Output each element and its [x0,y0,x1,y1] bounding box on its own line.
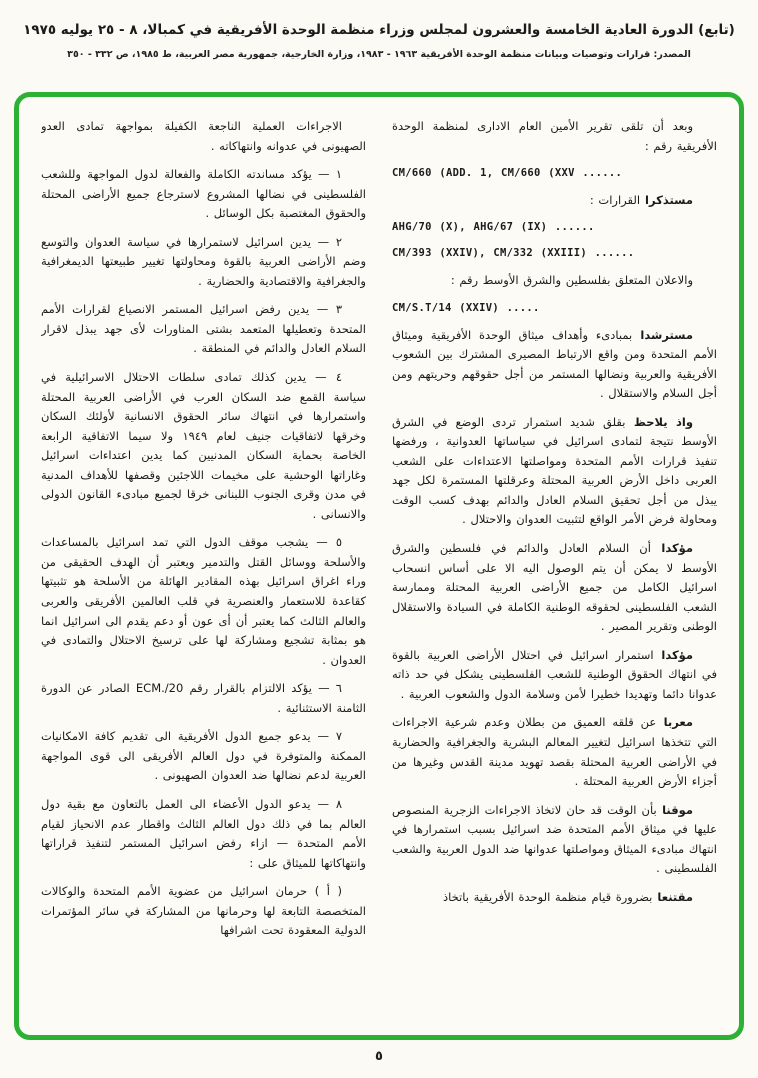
paragraph: مؤكدا استمرار اسرائيل في احتلال الأراضى العربية بالقوة في انتهاك الحقوق الوطنية للشعب الفلسطينى يشكل في حد ذاته عدوانا دائما وتهديدا خطيرا لأمن وسلامة الدول والشعوب العربية . [392,647,717,701]
paragraph-lead-word: مقتنعا [652,889,693,904]
paragraph-lead-word: موقنا [656,802,693,817]
paragraph: ٢ — يدين اسرائيل لاستمرارها في سياسة العدوان والتوسع وضم الأراضى العربية بالقوة ومحاولتها تغيير طبيعتها الديمغرافية والجغرافية والاقتصادية والحضارية . [41,234,366,288]
paragraph-lead-word: مؤكدا [650,541,693,556]
paragraph-lead-word: واذ يلاحظ [625,414,693,429]
reference-line: CM/393 (XXIV), CM/332 (XXIII) ...... [392,247,635,260]
page-number: ٥ [375,1049,383,1064]
paragraph: ٦ — يؤكد الالتزام بالقرار رقم ECM./20 الصادر عن الدورة الثامنة الاستثنائية . [41,681,366,715]
reference-line: AHG/70 (X), AHG/67 (IX) ...... [392,221,595,234]
paragraph: مؤكدا أن السلام العادل والدائم في فلسطين والشرق الأوسط لا يمكن أن يتم الوصول اليه الا على أساس انسحاب اسرائيل الكامل من جميع الأراضى العربية المحتلة وممارسة الشعب الفلسطينى لحقوقه الوطنية الكاملة في السيادة والاستقلال الوطنى وتقرير المصير . [392,541,717,634]
paragraph-lead-word: معربا [656,715,694,730]
paragraph: مستذكرا القرارات : [589,192,693,207]
paragraph: الاجراءات العملية الناجعة الكفيلة بمواجهة تمادى العدو الصهيونى في عدوانه وانتهاكاته . [41,119,366,153]
reference-line: CM/S.T/14 (XXIV) ..... [392,301,540,314]
paragraph-lead-word: مؤكدا [653,647,694,662]
paragraph: ٧ — يدعو جميع الدول الأفريقية الى تقديم كافة الامكانيات الممكنة والمتوفرة في دول العالم الأفريقى الى قوى المواجهة العربية لدعم نضالها ضد العدوان الصهيونى . [41,729,366,783]
paragraph-lead-word: مستذكرا [640,192,693,207]
paragraph: واذ يلاحظ بقلق شديد استمرار تردى الوضع في الشرق الأوسط نتيجة لتمادى اسرائيل في سياساتها العدوانية ، ورفضها تنفيذ قرارات الأمم المتحدة ومواصلتها الاعتداءات على الشعب العربى داخل الأرض العربية المحتلة وعرقلتها المستمرة لكل جهد يبذل من أجل تحقيق السلام العادل والدائم بهدف كسب الوقت ومحاولة فرض الأمر الواقع لتثبيت العدوان والاحتلال . [392,414,717,527]
paragraph: معربا عن قلقه العميق من بطلان وعدم شرعية الاجراءات التي تتخذها اسرائيل لتغيير المعالم البشرية والجغرافية والحضارية في الأراضى العربية المحتلة بقصد تهويد مدينة القدس وغيرها من أجزاء الأرض العربية المحتلة . [392,715,717,789]
text-column-right [392,117,717,1019]
paragraph: ٤ — يدين كذلك تمادى سلطات الاحتلال الاسرائيلية في سياسة القمع ضد السكان العرب في الأراضى العربية المحتلة واستمرارها في انتهاك سائر الحقوق الانسانية لأولئك السكان وخرقها لاتفاقيات جنيف لعام ١٩٤٩ ولا سيما الاتفاقية الرابعة الخاصة بحماية السكان المدنيين كما يدين اعتداءات اسرائيل وغاراتها الوحشية على مخيمات اللاجئين وقصفها للأهداف المدنية في مدن وقرى الجنوب اللبنانى خرقا لجميع مبادىء القانون الدولى والانسانى . [41,370,366,521]
document-frame [14,92,744,1040]
paragraph: مقتنعا بضرورة قيام منظمة الوحدة الأفريقية باتخاذ [442,889,693,904]
paragraph: وبعد أن تلقى تقرير الأمين العام الادارى لمنظمة الوحدة الأفريقية رقم : [392,119,717,153]
paragraph: ١ — يؤكد مساندته الكاملة والفعالة لدول المواجهة وللشعب الفلسطينى في نضالها المشروع لاسترجاع جميع الأراضى المحتلة والحقوق المغتصبة بكل الوسائل . [41,167,366,221]
reference-line: CM/660 (ADD. 1, CM/660 (XXV ...... [392,167,623,180]
paragraph: مسترشدا بمبادىء وأهداف ميثاق الوحدة الأفريقية وميثاق الأمم المتحدة ومن واقع الارتباط المصيرى المشترك بين الشعوب الأفريقية والعربية ونضالها المستمر من أجل حقوقهم وحريتهم ومن أجل السلام والاستقلال . [392,327,717,401]
paragraph: والاعلان المتعلق بفلسطين والشرق الأوسط رقم : [450,273,693,288]
paragraph: ٨ — يدعو الدول الأعضاء الى العمل بالتعاون مع بقية دول العالم بما في ذلك دول العالم الثالث واقطار عدم الانحياز لقيام الأمم المتحدة — ازاء رفض اسرائيل المستمر لتنفيذ قراراتها وانتهاكاتها للميثاق على : [41,796,366,870]
text-columns [41,117,717,1019]
paragraph: ٣ — يدين رفض اسرائيل المستمر الانصياع لقرارات الأمم المتحدة وتعطيلها المتعمد بشتى المناورات لأى جهد يبذل لاقرار السلام العادل والدائم في المنطقة . [41,302,366,356]
text-column-left [41,117,366,1019]
paragraph: موقنا بأن الوقت قد حان لاتخاذ الاجراءات الزجرية المنصوص عليها في ميثاق الأمم المتحدة ضد اسرائيل بسبب استمرارها في انتهاك مبادىء الميثاق ومواصلتها عدوانها ضد الدول العربية والشعب الفلسطينى . [392,802,717,876]
paragraph: ٥ — يشجب موقف الدول التي تمد اسرائيل بالمساعدات والأسلحة ووسائل القتل والتدمير ويعتبر أن الهدف الحقيقى من وراء اغراق اسرائيل بهذه المقادير الهائلة من الأسلحة هو تثبيتها كقاعدة للاستعمار والعنصرية في قلب العالمين الأفريقى والعربى والعالم الثالث كما يعتبر أن أى عون أو دعم يقدم الى اسرائيل انما هو بمثابة تشجيع ومشاركة لها على ترسيخ الاحتلال والتمادى في العدوان . [41,535,366,667]
document-title: (تابع) الدورة العادية الخامسة والعشرون لمجلس وزراء منظمة الوحدة الأفريقية في كمبالا، ٨ - ٢٥ يوليه ١٩٧٥ [23,22,735,38]
paragraph-lead-word: مسترشدا [632,327,693,342]
page-header [0,0,758,60]
paragraph: ( أ ) حرمان اسرائيل من عضوية الأمم المتحدة والوكالات المتخصصة التابعة لها وحرمانها من المشاركة في سائر المؤتمرات الدولية المعقودة تحت اشرافها [41,884,366,938]
source-line: المصدر: قرارات وتوصيات وبيانات منظمة الوحدة الأفريقية ١٩٦٣ - ١٩٨٣، وزارة الخارجية، جمهورية مصر العربية، ط ١٩٨٥، ص ٣٣٢ - ٣٥٠ [67,49,691,61]
